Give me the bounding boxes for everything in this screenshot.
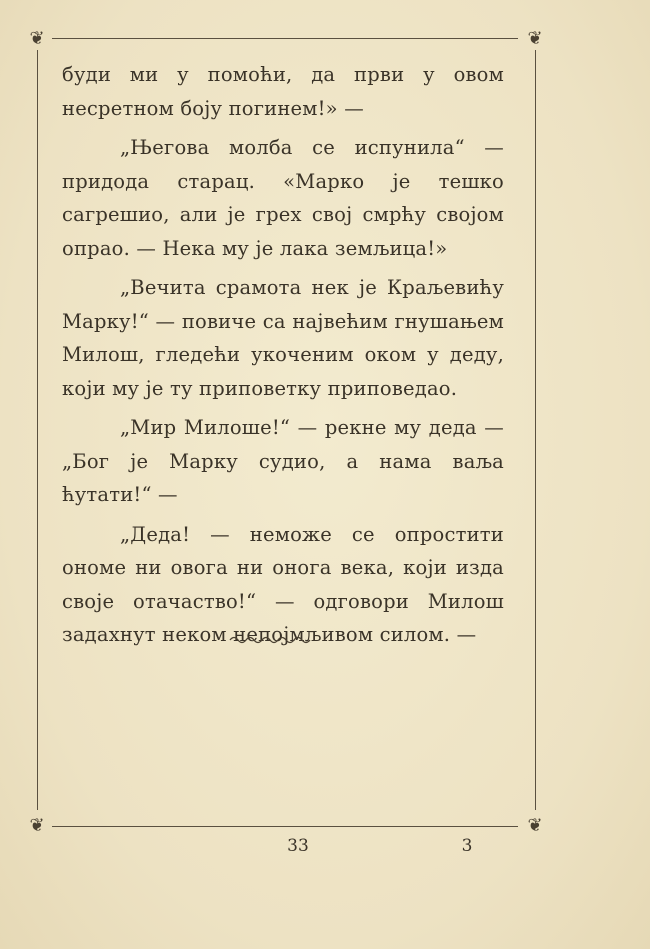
paragraph: „Деда! — неможе се опростити ономе ни овога ни онога века, који изда своје отачаство!“ — одговори Милош задахнут неком непојмљивом силом. — bbox=[62, 522, 504, 646]
frame-border-right bbox=[535, 50, 536, 810]
corner-ornament-icon: ❦ bbox=[29, 815, 45, 836]
frame-border-bottom bbox=[52, 826, 518, 827]
section-flourish-icon bbox=[228, 632, 314, 648]
corner-ornament-icon: ❦ bbox=[527, 815, 543, 836]
frame-border-left bbox=[37, 50, 38, 810]
page-number: 33 bbox=[287, 836, 309, 856]
paragraph: „Мир Милоше!“ — рекне му деда — „Бог је Марку судио, а нама ваља ћутати!“ — bbox=[62, 416, 504, 506]
corner-ornament-icon: ❦ bbox=[527, 28, 543, 49]
paragraph: буди ми у помоћи, да први у овом несретном боју погинем!» — bbox=[62, 63, 504, 120]
paragraph: „Његова молба се испунила“ — придода старац. «Марко је тешко сагрешио, али је грех свој смрћу својом опрао. — Нека му је лака земљица!» bbox=[62, 136, 504, 260]
paragraph: „Вечита срамота нек је Краљевићу Марку!“ — повиче са највећим гнушањем Милош, гледећи укоченим оком у деду, који му је ту приповетку приповедао. bbox=[62, 276, 504, 400]
body-text bbox=[62, 58, 504, 658]
frame-border-top bbox=[52, 38, 518, 39]
signature-mark: 3 bbox=[461, 836, 473, 856]
corner-ornament-icon: ❦ bbox=[29, 28, 45, 49]
